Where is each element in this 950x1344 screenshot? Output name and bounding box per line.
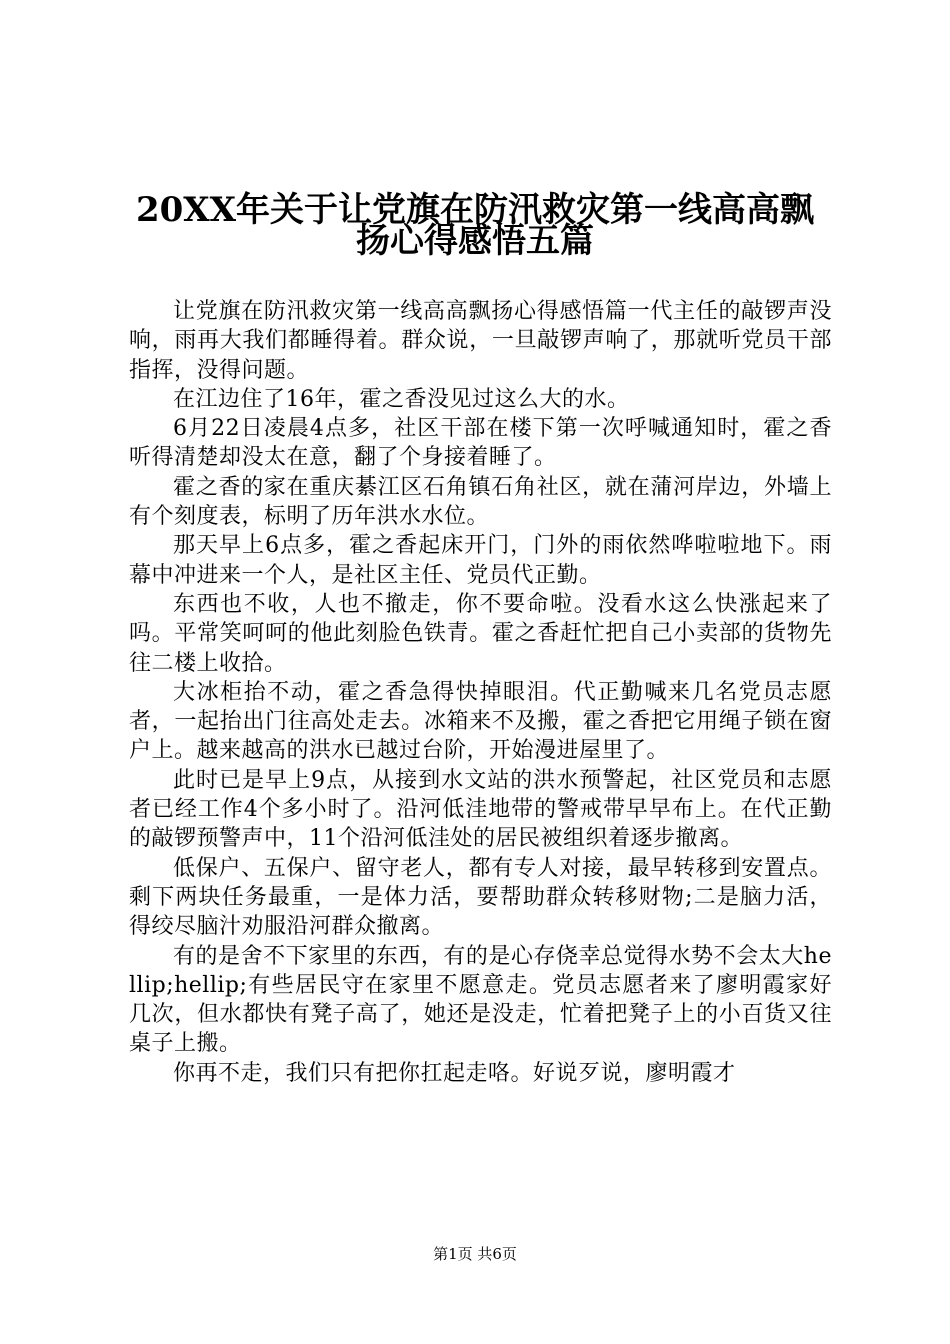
- body-paragraph: 低保户、五保户、留守老人，都有专人对接，最早转移到安置点。剩下两块任务最重，一是体力活，要帮助群众转移财物;二是脑力活，得绞尽脑汁劝服沿河群众撤离。: [129, 855, 832, 940]
- document-title-line-1: 20XX年关于让党旗在防汛救灾第一线高高飘: [135, 190, 815, 230]
- body-paragraph: 东西也不收，人也不撤走，你不要命啦。没看水这么快涨起来了吗。平常笑呵呵的他此刻脸色铁青。霍之香赶忙把自己小卖部的货物先往二楼上收拾。: [129, 591, 832, 676]
- body-paragraph: 有的是舍不下家里的东西，有的是心存侥幸总觉得水势不会太大hellip;hellip;有些居民守在家里不愿意走。党员志愿者来了廖明霞家好几次，但水都快有凳子高了，她还是没走，忙着把凳子上的小百货又往桌子上搬。: [129, 943, 832, 1057]
- document-body: [129, 297, 832, 1088]
- document-title-line-2: 扬心得感悟五篇: [356, 221, 594, 261]
- body-paragraph: 大冰柜抬不动，霍之香急得快掉眼泪。代正勤喊来几名党员志愿者，一起抬出门往高处走去。冰箱来不及搬，霍之香把它用绳子锁在窗户上。越来越高的洪水已越过台阶，开始漫进屋里了。: [129, 679, 832, 764]
- body-paragraph: 那天早上6点多，霍之香起床开门，门外的雨依然哗啦啦地下。雨幕中冲进来一个人，是社区主任、党员代正勤。: [129, 533, 832, 588]
- body-paragraph: 你再不走，我们只有把你扛起走咯。好说歹说，廖明霞才: [173, 1060, 736, 1086]
- body-paragraph: 霍之香的家在重庆綦江区石角镇石角社区，就在蒲河岸边，外墙上有个刻度表，标明了历年洪水水位。: [129, 474, 832, 530]
- body-paragraph: 6月22日凌晨4点多，社区干部在楼下第一次呼喊通知时，霍之香听得清楚却没太在意，翻了个身接着睡了。: [129, 416, 832, 471]
- body-paragraph: 在江边住了16年，霍之香没见过这么大的水。: [173, 386, 630, 412]
- page-footer: 第1页 共6页: [433, 1245, 517, 1263]
- body-paragraph: 此时已是早上9点，从接到水文站的洪水预警起，社区党员和志愿者已经工作4个多小时了。沿河低洼地带的警戒带早早布上。在代正勤的敲锣预警声中，11个沿河低洼处的居民被组织着逐步撤离。: [129, 767, 832, 852]
- body-paragraph: 让党旗在防汛救灾第一线高高飘扬心得感悟篇一代主任的敲锣声没响，雨再大我们都睡得着。群众说，一旦敲锣声响了，那就听党员干部指挥，没得问题。: [129, 299, 832, 383]
